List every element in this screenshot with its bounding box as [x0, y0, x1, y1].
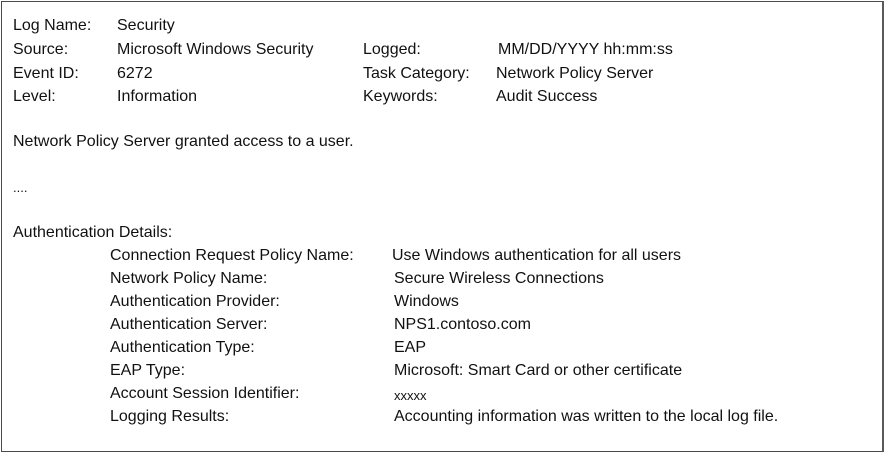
keywords-value: Audit Success — [496, 88, 598, 105]
auth-row-value: Accounting information was written to the local log file. — [394, 408, 779, 425]
auth-row-label: Account Session Identifier: — [110, 385, 300, 402]
auth-row-label: Authentication Provider: — [110, 293, 280, 310]
event-id-label: Event ID: — [13, 65, 79, 82]
auth-heading: Authentication Details: — [13, 224, 173, 241]
level-label: Level: — [13, 88, 56, 105]
source-label: Source: — [13, 41, 69, 58]
auth-row-label: Authentication Type: — [110, 339, 255, 356]
auth-row-value: Use Windows authentication for all users — [392, 247, 682, 264]
auth-row-label: Connection Request Policy Name: — [110, 247, 354, 264]
log-name-label: Log Name: — [13, 17, 92, 34]
auth-row-label: Authentication Server: — [110, 316, 268, 333]
auth-row-value: xxxxx — [394, 388, 427, 403]
auth-row-label: Logging Results: — [110, 408, 230, 425]
auth-row-value: Secure Wireless Connections — [394, 270, 604, 287]
auth-row-label: Network Policy Name: — [110, 270, 268, 287]
keywords-label: Keywords: — [363, 88, 438, 105]
event-details-panel — [1, 1, 884, 452]
level-value: Information — [117, 88, 198, 105]
task-category-label: Task Category: — [363, 65, 470, 82]
auth-row-value: EAP — [394, 339, 427, 356]
task-category-value: Network Policy Server — [496, 65, 654, 82]
logged-label: Logged: — [363, 41, 421, 58]
auth-row-value: NPS1.contoso.com — [394, 316, 531, 333]
auth-row-label: EAP Type: — [110, 362, 186, 379]
auth-row-value: Windows — [394, 293, 459, 310]
event-message: Network Policy Server granted access to a user. — [13, 133, 354, 150]
ellipsis: .... — [13, 180, 28, 195]
logged-value: MM/DD/YYYY hh:mm:ss — [498, 41, 673, 58]
event-id-value: 6272 — [117, 65, 153, 82]
auth-row-value: Microsoft: Smart Card or other certificate — [394, 362, 683, 379]
source-value: Microsoft Windows Security — [117, 41, 314, 58]
log-name-value: Security — [117, 17, 175, 34]
